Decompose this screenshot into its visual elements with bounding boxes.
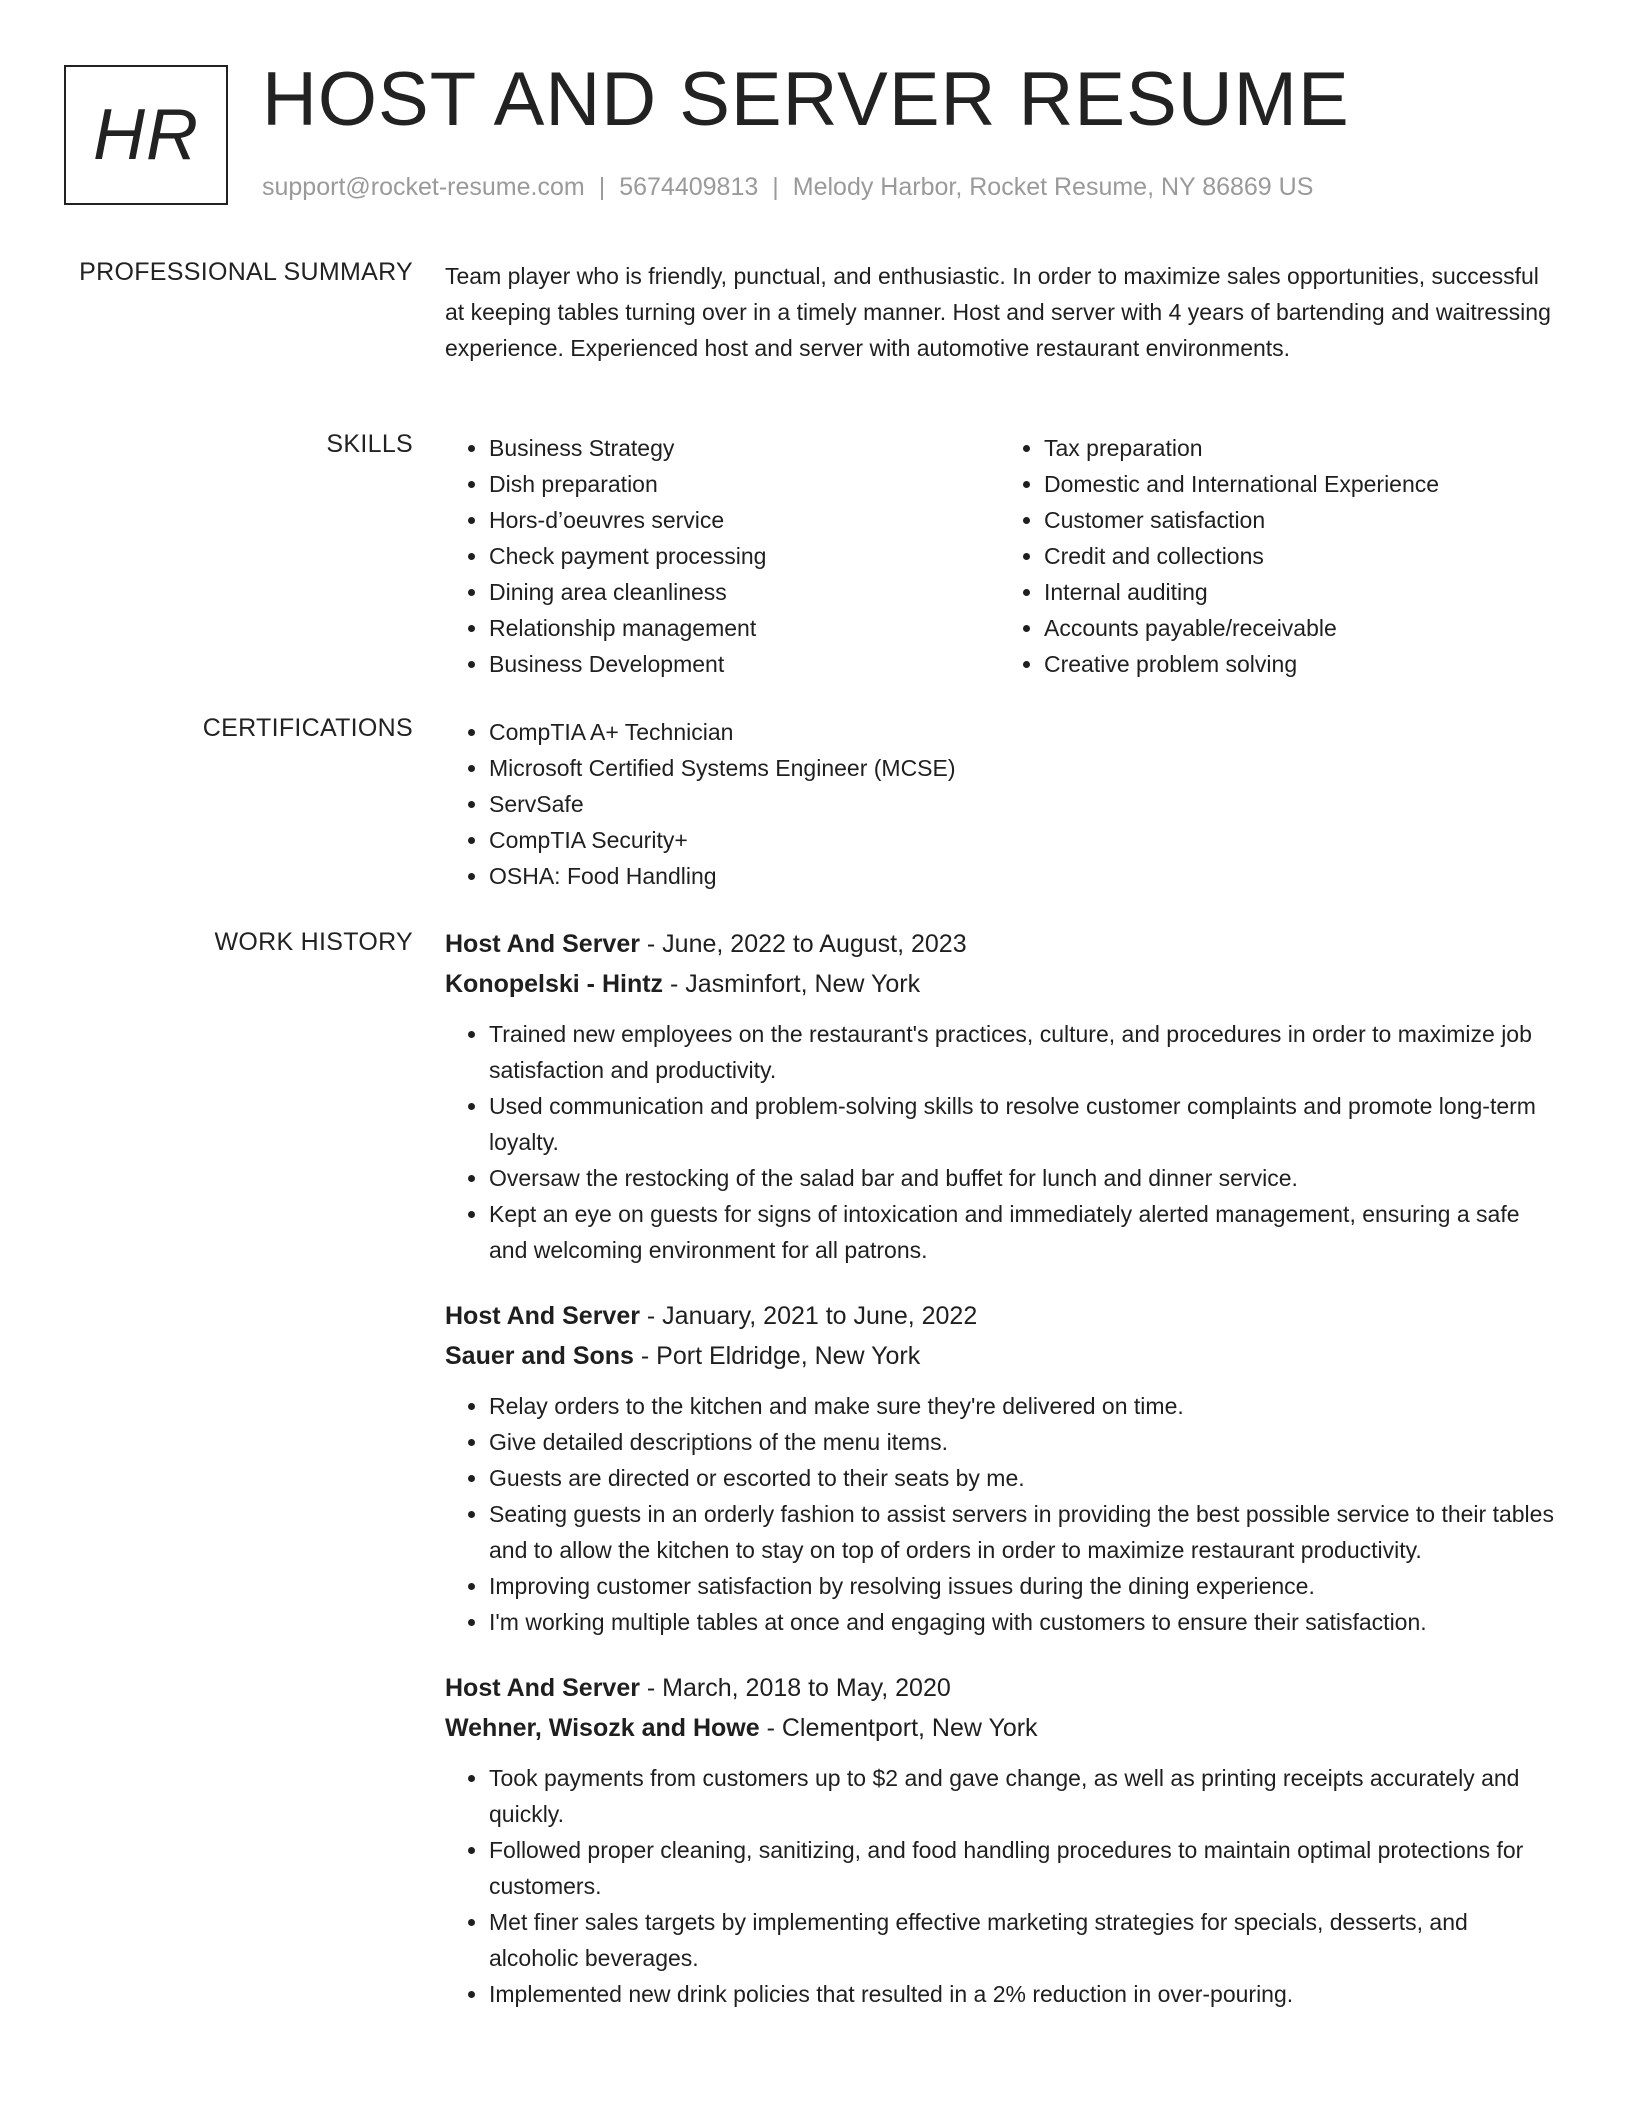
job-role: Host And Server: [445, 1674, 640, 1702]
certification-item: • CompTIA Security+: [489, 822, 1555, 858]
skill-item: • Dining area cleanliness: [489, 574, 1000, 610]
skill-item: • Internal auditing: [1044, 574, 1555, 610]
certifications-list: [445, 714, 1555, 894]
skill-item: • Business Development: [489, 646, 1000, 682]
job-bullet: • Relay orders to the kitchen and make sure they're delivered on time.: [489, 1388, 1555, 1424]
job-bullet: • Took payments from customers up to $2 and gave change, as well as printing receipts accurately and quickly.: [489, 1760, 1555, 1832]
summary-text: Team player who is friendly, punctual, and enthusiastic. In order to maximize sales opportunities, successful at keeping tables turning over in a timely manner. Host and server with 4 years of bartending and waitressing experience. Experienced host and server with automotive restaurant environments.: [445, 263, 1551, 361]
certification-item: • ServSafe: [489, 786, 1555, 822]
job-bullet: • Oversaw the restocking of the salad bar and buffet for lunch and dinner service.: [489, 1160, 1555, 1196]
job-role: Host And Server: [445, 930, 640, 958]
job-bullets: [445, 1016, 1555, 1268]
summary-label: PROFESSIONAL SUMMARY: [79, 258, 413, 286]
job-company-line: [445, 964, 1555, 1004]
job-dates: - January, 2021 to June, 2022: [639, 1302, 978, 1330]
job-role-line: [445, 1668, 1555, 1708]
job-bullet: • Improving customer satisfaction by resolving issues during the dining experience.: [489, 1568, 1555, 1604]
skill-item: • Credit and collections: [1044, 538, 1555, 574]
skill-item: • Relationship management: [489, 610, 1000, 646]
job-bullet: • Give detailed descriptions of the menu items.: [489, 1424, 1555, 1460]
job-location: - Port Eldridge, New York: [633, 1342, 921, 1370]
skill-item: • Tax preparation: [1044, 430, 1555, 466]
work-history-label: WORK HISTORY: [214, 928, 413, 956]
job-location: - Jasminfort, New York: [663, 970, 921, 998]
contact-address: Melody Harbor, Rocket Resume, NY 86869 US: [792, 173, 1314, 201]
job-entry: [445, 1668, 1555, 2012]
job-bullet: • Seating guests in an orderly fashion to assist servers in providing the best possible service to their tables and to allow the kitchen to stay on top of orders in order to maximize restaurant productivity.: [489, 1496, 1555, 1568]
monogram-box: HR: [64, 65, 228, 205]
job-bullets: [445, 1388, 1555, 1640]
skill-item: • Customer satisfaction: [1044, 502, 1555, 538]
job-bullet: • Trained new employees on the restaurant's practices, culture, and procedures in order to maximize job satisfaction and productivity.: [489, 1016, 1555, 1088]
skill-item: • Accounts payable/receivable: [1044, 610, 1555, 646]
job-bullet: • Guests are directed or escorted to their seats by me.: [489, 1460, 1555, 1496]
skill-item: • Dish preparation: [489, 466, 1000, 502]
job-bullet: • Kept an eye on guests for signs of intoxication and immediately alerted management, ensuring a safe and welcoming environment for all patrons.: [489, 1196, 1555, 1268]
job-company: Wehner, Wisozk and Howe: [445, 1714, 760, 1742]
job-bullets: [445, 1760, 1555, 2012]
job-bullet: • Met finer sales targets by implementing effective marketing strategies for specials, desserts, and alcoholic beverages.: [489, 1904, 1555, 1976]
skill-item: • Domestic and International Experience: [1044, 466, 1555, 502]
job-company-line: [445, 1708, 1555, 1748]
contact-phone: 5674409813: [619, 173, 759, 201]
job-bullet: • Followed proper cleaning, sanitizing, and food handling procedures to maintain optimal protections for customers.: [489, 1832, 1555, 1904]
job-bullet: • Used communication and problem-solving skills to resolve customer complaints and promote long-term loyalty.: [489, 1088, 1555, 1160]
job-role-line: [445, 924, 1555, 964]
job-company: Sauer and Sons: [445, 1342, 634, 1370]
job-role: Host And Server: [445, 1302, 640, 1330]
contact-line: [262, 173, 1313, 202]
certifications-label: CERTIFICATIONS: [202, 714, 413, 742]
skill-item: • Hors-d’oeuvres service: [489, 502, 1000, 538]
job-bullet: • I'm working multiple tables at once and engaging with customers to ensure their satisfaction.: [489, 1604, 1555, 1640]
contact-separator: |: [598, 173, 606, 201]
resume-title: HOST AND SERVER RESUME: [262, 57, 1350, 142]
job-dates: - June, 2022 to August, 2023: [639, 930, 967, 958]
skill-item: • Business Strategy: [489, 430, 1000, 466]
certification-item: • Microsoft Certified Systems Engineer (MCSE): [489, 750, 1555, 786]
job-company: Konopelski - Hintz: [445, 970, 664, 998]
skills-label: SKILLS: [326, 430, 413, 458]
job-company-line: [445, 1336, 1555, 1376]
job-location: - Clementport, New York: [759, 1714, 1038, 1742]
job-role-line: [445, 1296, 1555, 1336]
skills-list-left: [445, 430, 1000, 682]
job-entry: [445, 1296, 1555, 1640]
job-bullet: • Implemented new drink policies that resulted in a 2% reduction in over-pouring.: [489, 1976, 1555, 2012]
skill-item: • Check payment processing: [489, 538, 1000, 574]
contact-separator: |: [772, 173, 779, 201]
job-dates: - March, 2018 to May, 2020: [639, 1674, 951, 1702]
job-entry: [445, 924, 1555, 1268]
contact-email: support@rocket-resume.com: [262, 173, 585, 201]
certification-item: • CompTIA A+ Technician: [489, 714, 1555, 750]
certification-item: • OSHA: Food Handling: [489, 858, 1555, 894]
skill-item: • Creative problem solving: [1044, 646, 1555, 682]
skills-list-right: [1000, 430, 1555, 682]
